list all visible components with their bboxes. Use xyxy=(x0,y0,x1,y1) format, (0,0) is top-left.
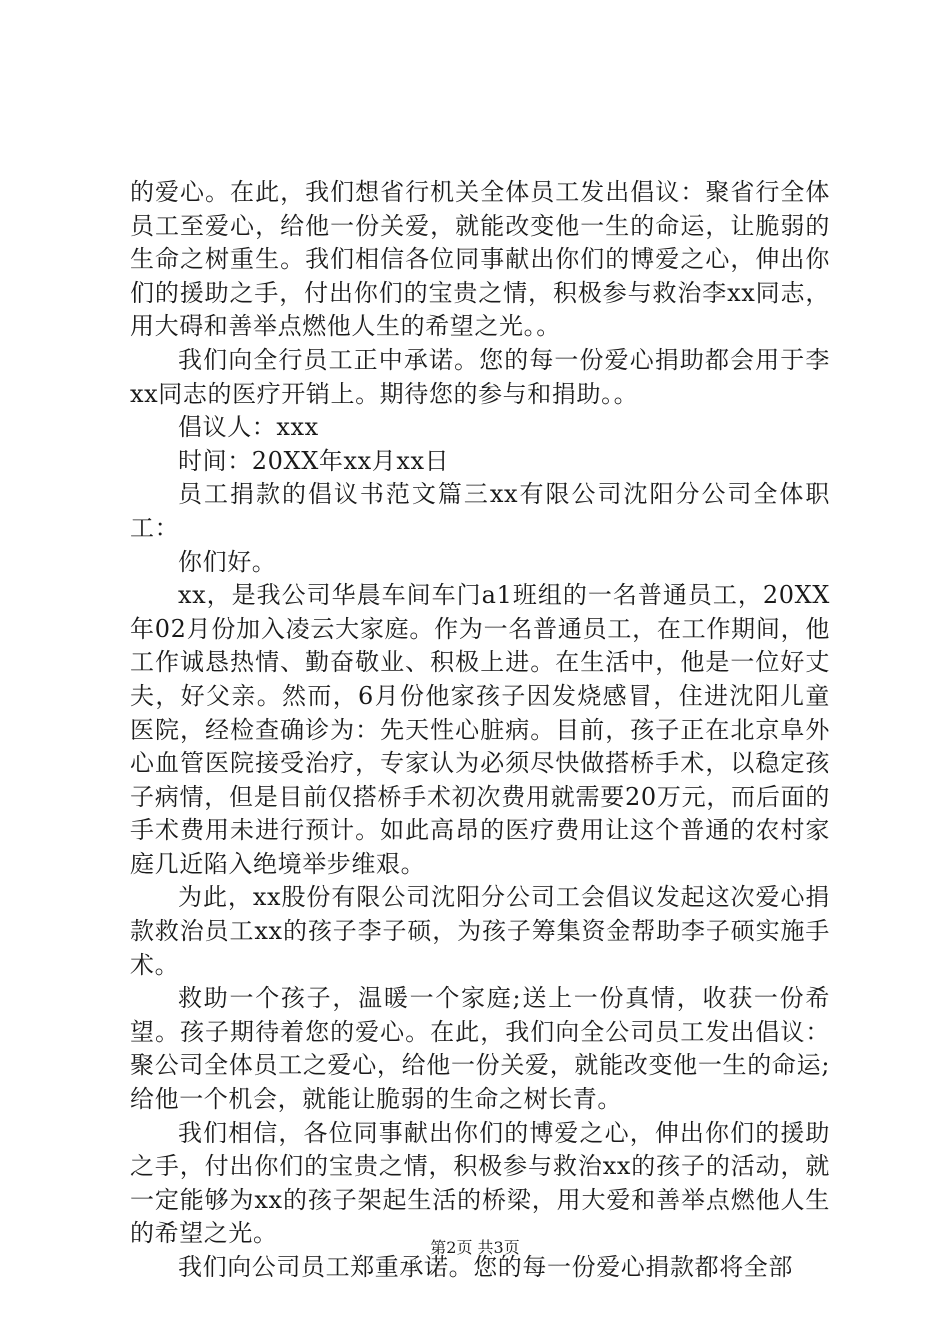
paragraph-commitment: 我们向全行员工正中承诺。您的每一份爱心捐助都会用于李xx同志的医疗开销上。期待您的参与和捐助。。 xyxy=(130,345,830,408)
paragraph-background: xx，是我公司华晨车间车门a1班组的一名普通员工，20XX年02月份加入凌云大家庭。作为一名普通员工，在工作期间，他工作诚恳热情、勤奋敬业、积极上进。在生活中，他是一位好丈夫，好父亲。然而，6月份他家孩子因发烧感冒，住进沈阳儿童医院，经检查确诊为：先天性心脏病。目前，孩子正在北京阜外心血管医院接受治疗，专家认为必须尽快做搭桥手术，以稳定孩子病情，但是目前仅搭桥手术初次费用就需要20万元，而后面的手术费用未进行预计。如此高昂的医疗费用让这个普通的农村家庭几近陷入绝境举步维艰。 xyxy=(130,581,830,878)
paragraph-promise: 我们向公司员工郑重承诺。您的每一份爱心捐款都将全部 xyxy=(178,1253,793,1281)
page-number-label: 第2页 共3页 xyxy=(430,1238,520,1257)
page-footer xyxy=(0,1238,950,1258)
paragraph-initiative: 为此，xx股份有限公司沈阳分公司工会倡议发起这次爱心捐款救治员工xx的孩子李子硕，为孩子筹集资金帮助李子硕实施手术。 xyxy=(130,883,830,979)
paragraph-belief: 我们相信，各位同事献出你们的博爱之心，伸出你们的援助之手，付出你们的宝贵之情，积极参与救治xx的孩子的活动，就一定能够为xx的孩子架起生活的桥梁，用大爱和善举点燃他人生的希望之光。 xyxy=(130,1118,830,1248)
paragraph-continuation: 的爱心。在此，我们想省行机关全体员工发出倡议：聚省行全体员工至爱心，给他一份关爱，就能改变他一生的命运，让脆弱的生命之树重生。我们相信各位同事献出你们的博爱之心，伸出你们的援助之手，付出你们的宝贵之情，积极参与救治李xx同志，用大碍和善举点燃他人生的希望之光。。 xyxy=(130,178,830,341)
initiator-line: 倡议人：xxx xyxy=(178,413,319,442)
greeting-paragraph: 你们好。 xyxy=(178,547,277,576)
section-heading-paragraph: 员工捐款的倡议书范文篇三xx有限公司沈阳分公司全体职工： xyxy=(130,480,830,542)
document-body xyxy=(130,176,830,1285)
paragraph-appeal: 救助一个孩子，温暖一个家庭;送上一份真情，收获一份希望。孩子期待着您的爱心。在此，我们向全公司员工发出倡议：聚公司全体员工之爱心，给他一份关爱，就能改变他一生的命运;给他一个机会，就能让脆弱的生命之树长青。 xyxy=(130,984,830,1114)
date-line: 时间：20XX年xx月xx日 xyxy=(178,446,450,475)
